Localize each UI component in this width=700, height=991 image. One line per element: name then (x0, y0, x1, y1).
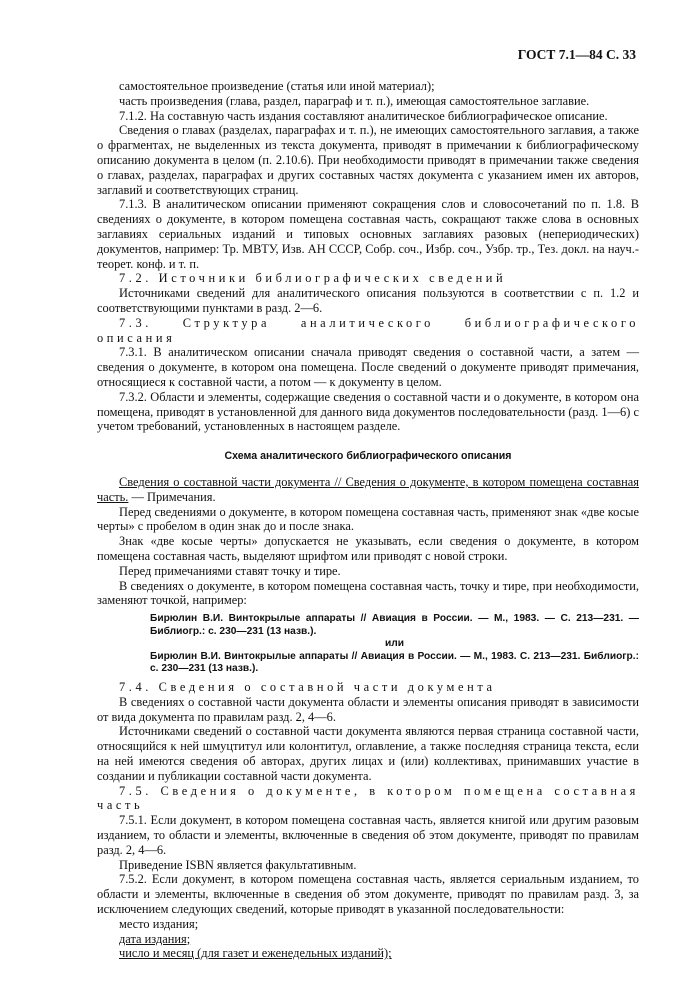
paragraph: Сведения о главах (разделах, параграфах и т. п.), не имеющих самостоятельного заглавия, а также о фрагментах, не выделенных из текста документа, приводят в примечании к библиографическому описанию документа в целом (п. 2.10.6). При необходимости приводят в примечании также сведения о главах, разделах, параграфах и других составных частях документа с указанием имен их авторов, заглавий и соответствующих страниц. (97, 123, 639, 197)
paragraph: 7.5.1. Если документ, в котором помещена составная часть, является книгой или другим разовым изданием, то области и элементы, включенные в сведения об этом документе, приводят по правилам разд. 2, 4—6. (97, 813, 639, 857)
paragraph: 7.1.3. В аналитическом описании применяют сокращения слов и словосочетаний по п. 1.8. В сведениях о документе, в котором помещена составная часть, сокращают также слова в основных заглавиях сериальных изданий и типовых основных заглавиях разовых (непериодических) документов, например: Тр. МВТУ, Изв. АН СССР, Собр. соч., Избр. соч., Узбр. тр., Тез. докл. на науч.-теорет. конф. и т. п. (97, 197, 639, 271)
paragraph: Источниками сведений о составной части документа являются первая страница составной части, относящийся к ней шмуцтитул или колонтитул, оглавление, а также последняя страница текста, если на ней имеются сведения об авторах, других лицах и (или) коллективах, принимавших участие в создании и публикации составной части документа. (97, 724, 639, 783)
paragraph: Перед примечаниями ставят точку и тире. (119, 563, 341, 578)
paragraph: Перед сведениями о документе, в котором помещена составная часть, применяют знак «две косые черты» с пробелом в один знак до и после знака. (97, 504, 639, 534)
paragraph: часть произведения (глава, раздел, параграф и т. п.), имеющая самостоятельное заглавие. (119, 93, 590, 108)
paragraph: самостоятельное произведение (статья или иной материал); (119, 79, 435, 93)
schema-line (97, 475, 639, 505)
paragraph: 7.5.2. Если документ, в котором помещена составная часть, является сериальным изданием, то области и элементы, включенные в сведения об этом документе, приводят по правилам разд. 3, за исключением следующих сведений, которые приводят в указанной последовательности: (97, 872, 639, 917)
paragraph: В сведениях о документе, в котором помещена составная часть, точку и тире, при необходимости, заменяют точкой, например: (97, 578, 639, 608)
page-header: ГОСТ 7.1—84 С. 33 (517, 47, 636, 62)
paragraph: 7.3.2. Области и элементы, содержащие сведения о составной части и о документе, в котором она помещена, приводят в установленной для данного вида документов последовательности (разд. 1—6) с учетом требований, установленных в настоящем разделе. (97, 389, 639, 434)
paragraph: 7.1.2. На составную часть издания составляют аналитическое библиографическое описание. (119, 108, 608, 123)
section-heading: 7.3. Структура аналитического библиографического описания (97, 315, 639, 345)
section-heading: 7.4. Сведения о составной части документа (119, 680, 496, 695)
example-or: или (385, 638, 404, 650)
section-heading: 7.2. Источники библиографических сведений (119, 271, 507, 286)
list-item: дата издания; (119, 931, 191, 946)
list-item: место издания; (119, 916, 199, 931)
example-entry: Бирюлин В.И. Винтокрылые аппараты // Авиация в России. — М., 1983. С. 213—231. Библиогр.: с. 230—231 (13 назв.). (150, 650, 639, 675)
paragraph: В сведениях о составной части документа области и элементы описания приводят в зависимости от вида документа по правилам разд. 2, 4—6. (97, 694, 639, 724)
section-heading: 7.5. Сведения о документе, в котором помещена составная часть (97, 783, 639, 813)
schema-tail: — Примечания. (128, 489, 216, 504)
list-item: число и месяц (для газет и еженедельных изданий); (119, 946, 392, 961)
schema-title: Схема аналитического библиографического описания (224, 450, 512, 463)
document-body (97, 79, 639, 961)
schema-underlined: Сведения о составной части документа // Сведения о документе, в котором помещена составная часть. (97, 474, 639, 504)
paragraph: Приведение ISBN является факультативным. (119, 857, 357, 872)
paragraph: Знак «две косые черты» допускается не указывать, если сведения о документе, в котором помещена составная часть, выделяют шрифтом или приводят с новой строки. (97, 534, 639, 563)
paragraph: Источниками сведений для аналитического описания пользуются в соответствии с п. 1.2 и соответствующими пунктами в разд. 2—6. (97, 286, 639, 315)
paragraph: 7.3.1. В аналитическом описании сначала приводят сведения о составной части, а затем — сведения о документе, в котором она помещена. После сведений о документе приводят примечания, относящиеся к составной части, а потом — к документу в целом. (97, 345, 639, 389)
example-entry: Бирюлин В.И. Винтокрылые аппараты // Авиация в России. — М., 1983. — С. 213—231. — Библиогр.: с. 230—231 (13 назв.). (150, 613, 639, 637)
